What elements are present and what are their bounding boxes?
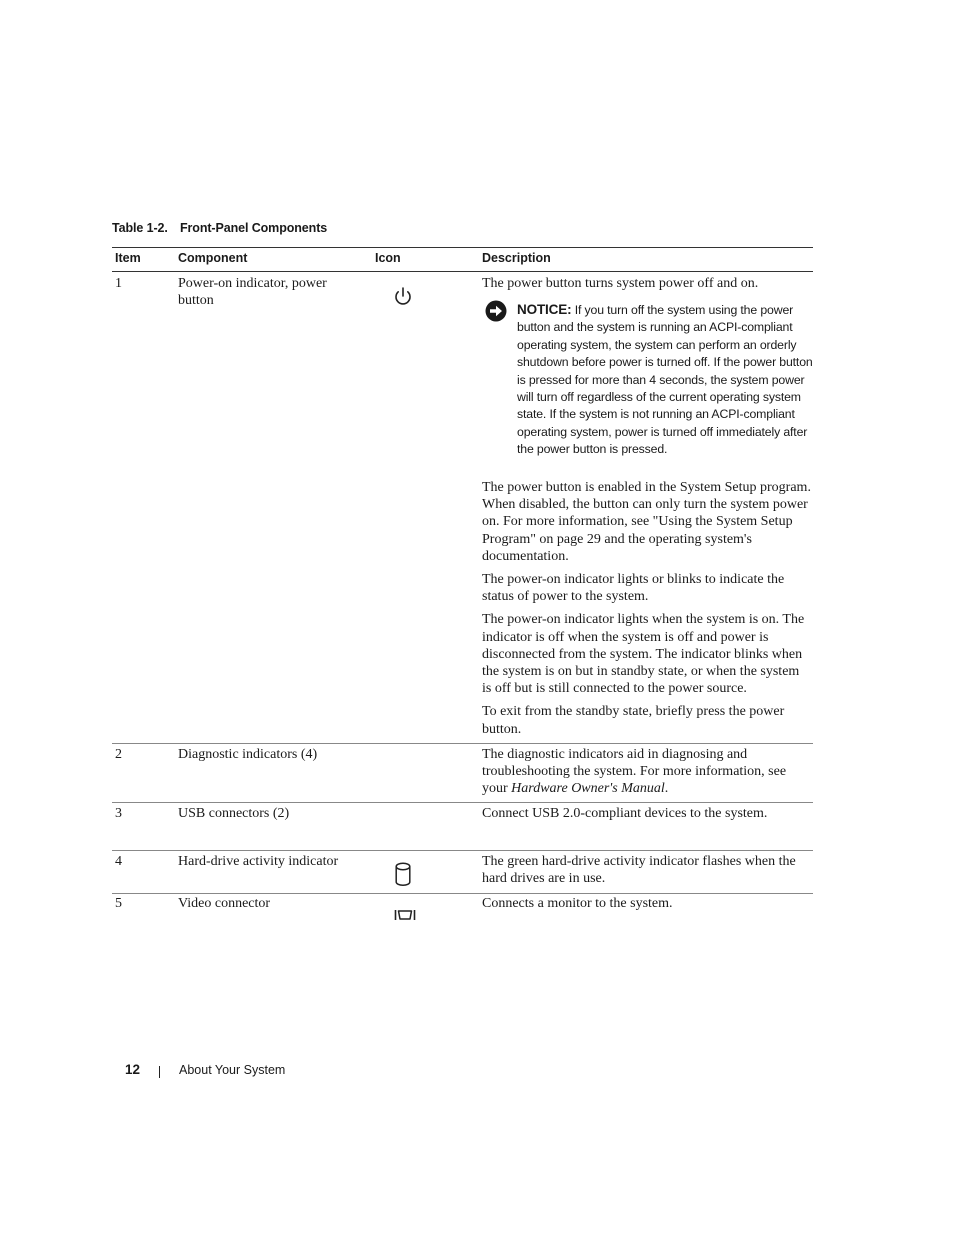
row2-description — [482, 746, 812, 798]
row3-component: USB connectors (2) — [178, 806, 290, 821]
row2-item: 2 — [115, 747, 122, 762]
row4-description: The green hard-drive activity indicator flashes when the hard drives are in use. — [482, 854, 796, 887]
row2-component: Diagnostic indicators (4) — [178, 747, 318, 762]
manual-title: Hardware Owner's Manual — [511, 781, 665, 797]
row1-desc-p0: The power button turns system power off and on. — [482, 276, 759, 291]
row4-component: Hard-drive activity indicator — [178, 854, 339, 869]
notice-label: NOTICE: — [517, 302, 572, 317]
page-number: 12 — [125, 1062, 141, 1077]
power-icon — [393, 286, 413, 313]
row-divider — [112, 743, 813, 744]
table-number: Table 1-2. — [112, 221, 168, 235]
row2-desc-pre: The diagnostic indicators aid in diagnosing and troubleshooting the system. For more information, see your — [482, 747, 787, 797]
row1-desc-p2: The power-on indicator lights or blinks to indicate the status of power to the system. — [482, 572, 785, 605]
row3-description: Connect USB 2.0-compliant devices to the system. — [482, 806, 768, 821]
row4-item: 4 — [115, 854, 122, 869]
notice-text — [517, 301, 813, 459]
header-component: Component — [178, 251, 248, 265]
row5-description: Connects a monitor to the system. — [482, 896, 673, 911]
row1-item: 1 — [115, 276, 122, 291]
footer-separator — [159, 1066, 160, 1078]
header-rule — [112, 271, 813, 272]
row1-desc-p3: The power-on indicator lights when the system is on. The indicator is off when the system is off and power is disconnected from the system. The indicator blinks when the system is on but in standby state, or when the system is off but is still connected to the power source. — [482, 612, 805, 697]
row1-desc-p4: To exit from the standby state, briefly press the power button. — [482, 704, 785, 737]
row1-description — [482, 275, 812, 298]
video-connector-icon — [394, 908, 416, 926]
footer-section-title: About Your System — [179, 1063, 286, 1077]
notice-body: If you turn off the system using the power button and the system is running an ACPI-compliant operating system, the system can perform an orderly shutdown before power is turned off. If the power button is pressed for more than 4 seconds, the system power will turn off regardless of the current operating system state. If the system is not running an ACPI-compliant operating system, power is turned off immediately after the power button is pressed. — [517, 303, 813, 457]
hard-drive-icon — [395, 862, 411, 892]
header-item: Item — [115, 251, 141, 265]
row1-desc-p1: The power button is enabled in the System Setup program. When disabled, the button can only turn the system power on. For more information, see "Using the System Setup Program" on page 29 and the operating system's documentation. — [482, 480, 811, 564]
row2-desc-post: . — [664, 781, 669, 797]
table-caption — [112, 221, 327, 235]
header-icon: Icon — [375, 251, 401, 265]
row3-item: 3 — [115, 806, 122, 821]
notice-arrow-icon — [485, 300, 507, 327]
table-title: Front-Panel Components — [180, 221, 328, 235]
row1-component: Power-on indicator, power button — [178, 276, 327, 309]
row1-description-more — [482, 479, 812, 744]
row5-component: Video connector — [178, 896, 271, 911]
header-description: Description — [482, 251, 551, 265]
table-top-rule — [112, 247, 813, 248]
row-divider — [112, 893, 813, 894]
row-divider — [112, 802, 813, 803]
row5-item: 5 — [115, 896, 122, 911]
row-divider — [112, 850, 813, 851]
